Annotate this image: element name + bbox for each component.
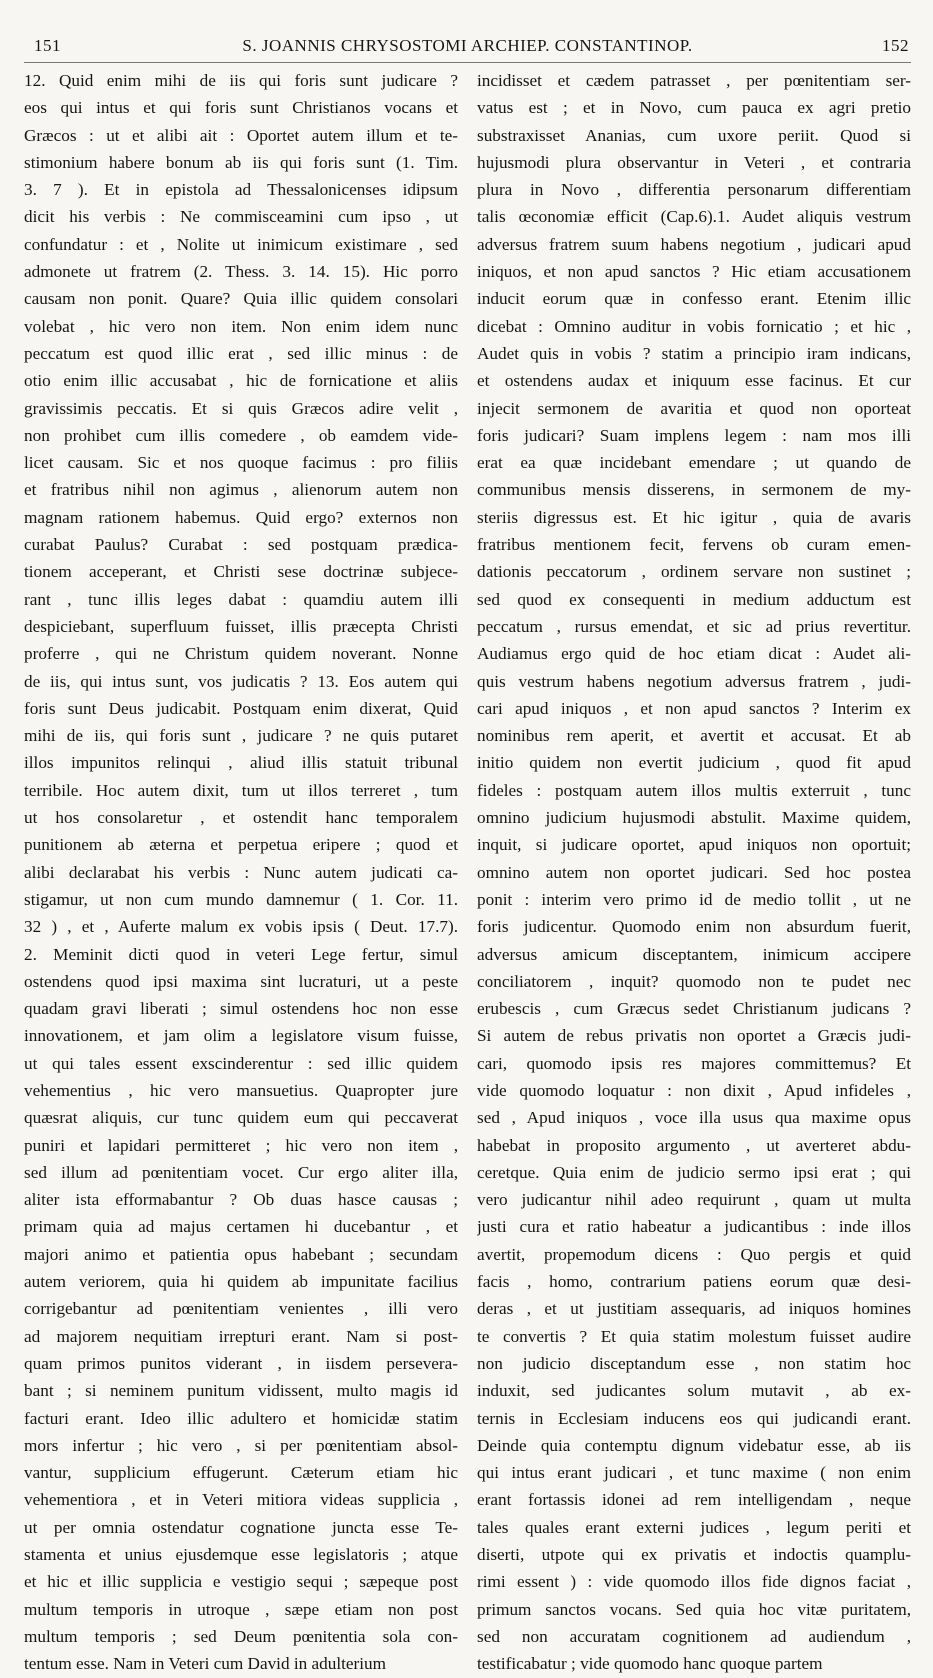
text-line: deras , et ut justitiam assequaris, ad iniquos homines bbox=[477, 1299, 911, 1319]
text-line: gravissimis peccatis. Et si quis Græcos adire velit , bbox=[24, 398, 458, 418]
text-line: erant fortassis idonei ad rem intelligendam , neque bbox=[477, 1490, 911, 1510]
text-line: ostendens quod ipsi maxima sint lucraturi, ut a peste bbox=[24, 971, 458, 991]
running-header bbox=[24, 34, 911, 63]
text-line: Deinde quia contemptu dignum videbatur esse, ab iis bbox=[477, 1435, 911, 1455]
text-line: dicit his verbis : Ne commisceamini cum ipso , ut bbox=[24, 207, 458, 227]
text-line: stigamur, ut non cum mundo damnemur ( 1. Cor. 11. bbox=[24, 889, 458, 909]
text-line: 12. Quid enim mihi de iis qui foris sunt judicare ? bbox=[24, 71, 458, 90]
text-line: causam non ponit. Quare? Quia illic quidem consolari bbox=[24, 289, 458, 309]
text-line: Audet quis in vobis ? statim a principio iram indicans, bbox=[477, 343, 911, 363]
text-line: ternis in Ecclesiam inducens eos qui judicandi erant. bbox=[477, 1408, 911, 1428]
text-line: qui intus erant judicari , et tunc maxime ( non enim bbox=[477, 1463, 911, 1483]
text-line: licet causam. Sic et nos quoque facimus : pro filiis bbox=[24, 453, 458, 473]
text-line: proferre , qui ne Christum quidem noverant. Nonne bbox=[24, 644, 458, 664]
text-line: fideles : postquam autem illos multis exterruit , tunc bbox=[477, 780, 911, 800]
text-line: quis vestrum habens negotium adversus fratrem , judi- bbox=[477, 671, 911, 691]
text-line: inducit eorum quæ in confesso erant. Etenim illic bbox=[477, 289, 911, 309]
text-line: sed , Apud iniquos , voce illa usus qua maxime opus bbox=[477, 1108, 911, 1128]
text-line: et fratribus nihil non agimus , alienorum autem non bbox=[24, 480, 458, 500]
text-line: tales quales erant externi judices , legum periti et bbox=[477, 1517, 911, 1537]
text-line: 3. 7 ). Et in epistola ad Thessalonicenses idipsum bbox=[24, 180, 458, 200]
text-line: iniquos, et non apud sanctos ? Hic etiam accusationem bbox=[477, 262, 911, 282]
text-line: corrigebantur ad pœnitentiam venientes , illi vero bbox=[24, 1299, 458, 1319]
text-line: magnam rationem habemus. Quid ergo? externos non bbox=[24, 507, 458, 527]
text-line: testificabatur ; vide quomodo hanc quoque partem bbox=[477, 1654, 823, 1674]
text-line: eos qui intus et qui foris sunt Christianos vocans et bbox=[24, 98, 458, 118]
text-line: avertit, propemodum dicens : Quo pergis et quid bbox=[477, 1244, 911, 1264]
text-line: punitionem ab æterna et perpetua eripere ; quod et bbox=[24, 835, 458, 855]
text-line: et hic et illic supplicia e vestigio sequi ; sæpeque post bbox=[24, 1572, 458, 1592]
text-line: sed quod ex consequenti in medium adductum est bbox=[477, 589, 911, 609]
text-line: vantur, supplicium effugerunt. Cæterum etiam hic bbox=[24, 1463, 458, 1483]
text-line: dationis peccatorum , ordinem servare non sustinet ; bbox=[477, 562, 911, 582]
text-line: despiciebant, superfluum fuisset, illis præcepta Christi bbox=[24, 616, 458, 636]
text-line: majori animo et patientia opus habebant ; secundam bbox=[24, 1244, 458, 1264]
left-column bbox=[24, 67, 458, 1678]
text-line: curabat Paulus? Curabat : sed postquam prædica- bbox=[24, 535, 458, 555]
right-column bbox=[477, 67, 911, 1678]
text-columns bbox=[24, 67, 911, 1678]
text-line: cari apud iniquos , et non apud sanctos ? Interim ex bbox=[477, 698, 911, 718]
text-line: vehementius , hic vero mansuetius. Quapropter jure bbox=[24, 1080, 458, 1100]
text-line: confundatur : et , Nolite ut inimicum existimare , sed bbox=[24, 234, 458, 254]
text-line: autem veriorem, quia hi quidem ab impunitate facilius bbox=[24, 1272, 458, 1292]
text-line: stamenta et unius ejusdemque esse legislatoris ; atque bbox=[24, 1545, 458, 1565]
text-line: admonete ut fratrem (2. Thess. 3. 14. 15). Hic porro bbox=[24, 262, 458, 282]
text-line: multum temporis ; sed Deum pœnitentia sola con- bbox=[24, 1626, 458, 1646]
text-line: inquit, si judicare oportet, apud iniquos non oportuit; bbox=[477, 835, 911, 855]
text-line: de iis, qui intus sunt, vos judicatis ? 13. Eos autem qui bbox=[24, 671, 458, 691]
text-line: non judicio disceptandum esse , non statim hoc bbox=[477, 1353, 911, 1373]
text-line: peccatum est quod illic erat , sed illic minus : de bbox=[24, 343, 458, 363]
text-line: vatus est ; et in Novo, cum pauca ex agri pretio bbox=[477, 98, 911, 118]
text-line: incidisset et cædem patrasset , per pœnitentiam ser- bbox=[477, 71, 911, 90]
text-line: erat ea quæ incidebant emendare ; ut quando de bbox=[477, 453, 911, 473]
text-line: 32 ) , et , Auferte malum ex vobis ipsis ( Deut. 17.7). bbox=[24, 917, 458, 937]
text-line: peccatum , rursus emendat, et sic ad prius revertitur. bbox=[477, 616, 911, 636]
text-line: illos impunitos relinqui , aliud illis statuit tribunal bbox=[24, 753, 458, 773]
text-line: primum sanctos vocans. Sed quia hoc vitæ puritatem, bbox=[477, 1599, 911, 1619]
text-line: quam primos punitos viderant , in iisdem persevera- bbox=[24, 1353, 458, 1373]
text-line: steriis digressus est. Et hic igitur , quia de avaris bbox=[477, 507, 911, 527]
text-line: sed non accuratam cognitionem ad audiendum , bbox=[477, 1626, 911, 1646]
text-line: fratribus mentionem fecit, fervens ob curam emen- bbox=[477, 535, 911, 555]
text-line: facis , homo, contrarium patiens eorum quæ desi- bbox=[477, 1272, 911, 1292]
text-line: primam quia ad majus certamen hi ducebantur , et bbox=[24, 1217, 458, 1237]
text-line: vero judicantur nihil adeo requirunt , quam ut multa bbox=[477, 1190, 911, 1210]
text-line: terribile. Hoc autem dixit, tum ut illos terreret , tum bbox=[24, 780, 458, 800]
text-line: justi cura et ratio habeatur a judicantibus : inde illos bbox=[477, 1217, 911, 1237]
text-line: initio quidem non evertit judicium , quod fit apud bbox=[477, 753, 911, 773]
text-line: vide quomodo loquatur : non dixit , Apud infideles , bbox=[477, 1080, 911, 1100]
text-line: mihi de iis, qui foris sunt , judicare ? ne quis putaret bbox=[24, 726, 458, 746]
text-line: volebat , hic vero non item. Non enim idem nunc bbox=[24, 316, 458, 336]
text-line: innovationem, et jam olim a legislatore visum fuisse, bbox=[24, 1026, 458, 1046]
page-number-right: 152 bbox=[882, 36, 909, 55]
text-line: rant , tunc illis leges dabat : quamdiu autem illi bbox=[24, 589, 458, 609]
text-line: 2. Meminit dicti quod in veteri Lege fertur, simul bbox=[24, 944, 458, 964]
text-line: ut per omnia ostendatur cognatione juncta esse Te- bbox=[24, 1517, 458, 1537]
text-line: hujusmodi plura observantur in Veteri , et contraria bbox=[477, 152, 911, 172]
text-line: vehementiora , et in Veteri mitiora videas supplicia , bbox=[24, 1490, 458, 1510]
text-line: omnino judicium hujusmodi abstulit. Maxime quidem, bbox=[477, 808, 911, 828]
text-line: Græcos : ut et alibi ait : Oportet autem illum et te- bbox=[24, 125, 458, 145]
text-line: nominibus rem aperit, et avertit et accusat. Et ab bbox=[477, 726, 911, 746]
text-line: facturi erant. Ideo illic adultero et homicidæ statim bbox=[24, 1408, 458, 1428]
text-line: ceretque. Quia enim de judicio sermo ipsi erat ; qui bbox=[477, 1162, 911, 1182]
text-line: aliter ista efformabantur ? Ob duas hasce causas ; bbox=[24, 1190, 458, 1210]
text-line: sed illum ad pœnitentiam vocet. Cur ergo aliter illa, bbox=[24, 1162, 458, 1182]
text-line: non prohibet cum illis comedere , ob eamdem vide- bbox=[24, 425, 458, 445]
text-line: diserti, utpote qui ex privatis et indoctis quamplu- bbox=[477, 1545, 911, 1565]
text-line: ut qui tales essent exscinderentur : sed illic quidem bbox=[24, 1053, 458, 1073]
text-line: plura in Novo , differentia personarum differentiam bbox=[477, 180, 911, 200]
text-line: bant ; si neminem punitum vidissent, multo magis id bbox=[24, 1381, 458, 1401]
text-line: foris sunt Deus judicabit. Postquam enim dixerat, Quid bbox=[24, 698, 458, 718]
text-line: ponit : interim vero primo id de medio tollit , ut ne bbox=[477, 889, 911, 909]
text-line: communibus mensis disserens, in sermonem de my- bbox=[477, 480, 911, 500]
text-line: adversus amicum disceptantem, inimicum accipere bbox=[477, 944, 911, 964]
text-line: habebat in proposito argumento , ut averteret abdu- bbox=[477, 1135, 911, 1155]
text-line: mors infertur ; hic vero , si per pœnitentiam absol- bbox=[24, 1435, 458, 1455]
text-line: talis œconomiæ efficit (Cap.6).1. Audet aliquis vestrum bbox=[477, 207, 911, 227]
text-line: Si autem de rebus privatis non oportet a Græcis judi- bbox=[477, 1026, 911, 1046]
running-title: S. JOANNIS CHRYSOSTOMI ARCHIEP. CONSTANTINOP. bbox=[242, 36, 693, 55]
text-line: omnino autem non oportet judicari. Sed hoc postea bbox=[477, 862, 911, 882]
text-line: puniri et lapidari permitteret ; hic vero non item , bbox=[24, 1135, 458, 1155]
text-line: adversus fratrem suum habens negotium , judicari apud bbox=[477, 234, 911, 254]
text-line: substraxisset Ananias, cum uxore periit. Quod si bbox=[477, 125, 911, 145]
text-line: induxit, sed judicantes solum mutavit , ab ex- bbox=[477, 1381, 911, 1401]
text-line: stimonium habere bonum ab iis qui foris sunt (1. Tim. bbox=[24, 152, 458, 172]
text-line: erubescis , cum Græcus sedet Christianum judicans ? bbox=[477, 999, 911, 1019]
text-line: ad majorem nequitiam irrepturi erant. Nam si post- bbox=[24, 1326, 458, 1346]
text-line: injecit sermonem de avaritia et quod non oporteat bbox=[477, 398, 911, 418]
text-line: quadam gravi liberati ; simul ostendens hoc non esse bbox=[24, 999, 458, 1019]
text-line: Audiamus ergo quid de hoc etiam dicat : Audet ali- bbox=[477, 644, 911, 664]
text-line: foris judicari? Suam implens legem : nam mos illi bbox=[477, 425, 911, 445]
text-line: otio enim illic accusabat , hic de fornicatione et aliis bbox=[24, 371, 458, 391]
text-line: tentum esse. Nam in Veteri cum David in adulterium bbox=[24, 1654, 386, 1674]
text-line: tionem acceperant, et Christi sese doctrinæ subjece- bbox=[24, 562, 458, 582]
text-line: cari, quomodo ipsis res majores committemus? Et bbox=[477, 1053, 911, 1073]
text-line: te convertis ? Et quia statim molestum fuisset audire bbox=[477, 1326, 911, 1346]
text-line: rimi essent ) : vide quomodo illos fide dignos faciat , bbox=[477, 1572, 911, 1592]
text-line: foris judicentur. Quomodo enim non absurdum fuerit, bbox=[477, 917, 911, 937]
text-line: conciliatorem , inquit? quomodo non te pudet nec bbox=[477, 971, 911, 991]
text-line: alibi declarabat his verbis : Nunc autem judicati ca- bbox=[24, 862, 458, 882]
page-number-left: 151 bbox=[34, 36, 61, 55]
text-line: ut hos consolaretur , et ostendit hanc temporalem bbox=[24, 808, 458, 828]
text-line: dicebat : Omnino auditur in vobis fornicatio ; et hic , bbox=[477, 316, 911, 336]
text-line: quæsrat aliquis, cur tunc quidem eum qui peccaverat bbox=[24, 1108, 458, 1128]
text-line: et ostendens audax et iniquum esse facinus. Et cur bbox=[477, 371, 911, 391]
text-line: multum temporis in utroque , sæpe etiam non post bbox=[24, 1599, 458, 1619]
